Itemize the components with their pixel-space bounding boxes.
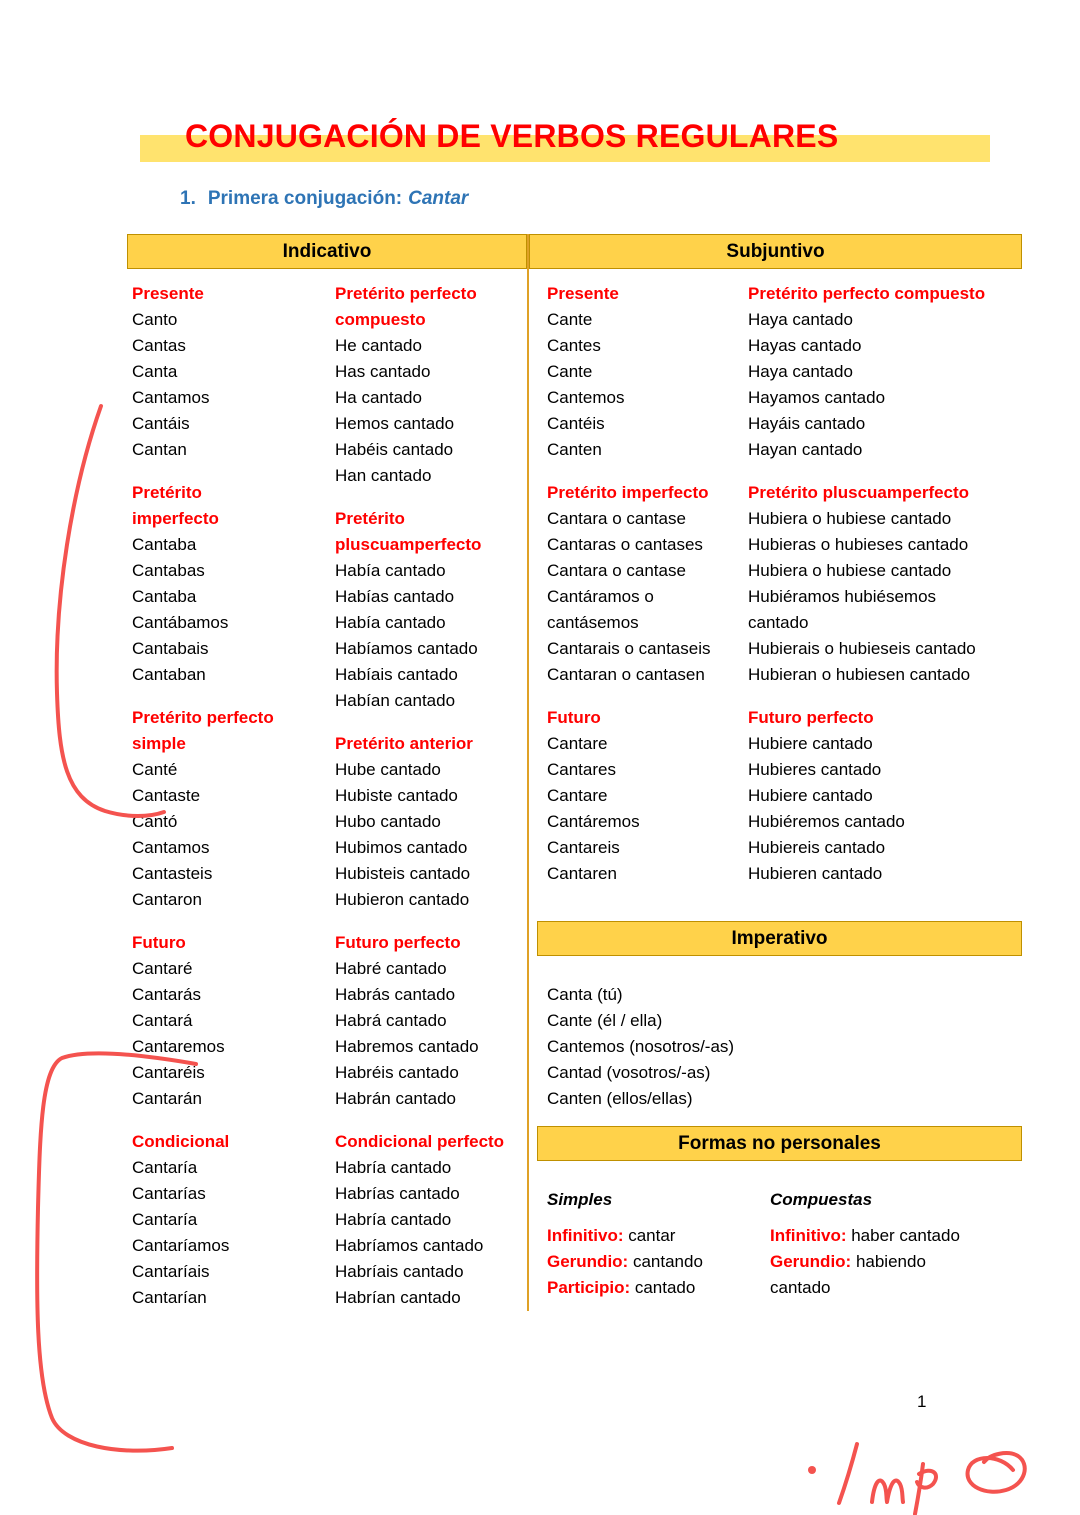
tense-block (547, 480, 748, 688)
form-label: Infinitivo: (547, 1226, 624, 1245)
tense-heading: Pretérito pluscuamperfecto (748, 483, 970, 502)
tense-block (335, 506, 527, 714)
tense-heading: Pretérito perfecto simple (132, 708, 274, 753)
verb-form: Cantasteis (132, 864, 213, 883)
verb-form: Hubiera o hubiese cantado (748, 509, 952, 528)
tense-block (335, 731, 527, 913)
tense-heading: Futuro (547, 708, 601, 727)
verb-form: He cantado (335, 336, 422, 355)
imperative-form: Cantemos (nosotros/-as) (547, 1037, 735, 1056)
verb-form: Habrás cantado (335, 985, 456, 1004)
verb-form: Cante (547, 362, 593, 381)
verb-form: Cantaría (132, 1158, 198, 1177)
verb-form: Habéis cantado (335, 440, 454, 459)
verb-form: Cantaríais (132, 1262, 210, 1281)
verb-form: Cantaremos (132, 1037, 225, 1056)
verb-form: Cantarais o cantaseis (547, 639, 711, 658)
verb-form: Cantareis (547, 838, 620, 857)
non-finite-form (770, 1249, 975, 1301)
form-value: cantando (628, 1252, 703, 1271)
tense-heading: Pretérito perfecto compuesto (748, 284, 986, 303)
imperativo-forms (529, 956, 1022, 1112)
indicativo-columns (127, 269, 527, 1311)
formas-simples-column (547, 1187, 770, 1301)
imperativo-section (529, 921, 1022, 1112)
verb-form: Cantaron (132, 890, 202, 909)
verb-form: Hemos cantado (335, 414, 455, 433)
verb-form: Cantarías (132, 1184, 206, 1203)
imperative-form: Cantad (vosotros/-as) (547, 1063, 711, 1082)
verb-form: Habrías cantado (335, 1184, 460, 1203)
compuestas-heading: Compuestas (770, 1190, 873, 1209)
form-value: cantar (623, 1226, 676, 1245)
verb-form: Hubiéramos hubiésemos cantado (748, 587, 937, 632)
verb-form: Hubimos cantado (335, 838, 468, 857)
verb-form: Cantarán (132, 1089, 202, 1108)
verb-form: Haya cantado (748, 362, 853, 381)
conjugation-table (127, 234, 1022, 1311)
page-number: 1 (917, 1392, 927, 1411)
verb-form: Habría cantado (335, 1210, 452, 1229)
non-finite-form (770, 1223, 975, 1249)
verb-form: Canten (547, 440, 602, 459)
non-finite-form (547, 1249, 770, 1275)
tense-heading: Pretérito imperfecto (132, 483, 219, 528)
verb-form: Haya cantado (748, 310, 853, 329)
tense-heading: Presente (132, 284, 204, 303)
tense-block (335, 1129, 527, 1311)
verb-form: Habríais cantado (335, 1262, 464, 1281)
verb-form: Ha cantado (335, 388, 422, 407)
formas-header: Formas no personales (537, 1126, 1022, 1161)
subjuntivo-columns (529, 269, 1022, 887)
verb-form: Hubieras o hubieses cantado (748, 535, 969, 554)
verb-form: Hubieren cantado (748, 864, 883, 883)
verb-form: Cantas (132, 336, 186, 355)
non-finite-form (547, 1275, 770, 1301)
subtitle-number: 1. (180, 188, 196, 209)
verb-form: Habríamos cantado (335, 1236, 484, 1255)
tense-block (547, 281, 748, 463)
verb-form: Hubieron cantado (335, 890, 470, 909)
tense-block (748, 480, 1022, 688)
verb-form: Cantamos (132, 838, 210, 857)
verb-form: Hubiéremos cantado (748, 812, 905, 831)
formas-no-personales-section (529, 1126, 1022, 1301)
tense-heading: Presente (547, 284, 619, 303)
tense-heading: Futuro perfecto (335, 933, 461, 952)
verb-form: Cantare (547, 786, 608, 805)
verb-form: Cantaréis (132, 1063, 205, 1082)
verb-form: Hubiera o hubiese cantado (748, 561, 952, 580)
verb-form: Hubiste cantado (335, 786, 458, 805)
verb-form: Cantares (547, 760, 616, 779)
compuestas-items (770, 1223, 1020, 1301)
section-subtitle (180, 186, 1080, 212)
verb-form: Cantó (132, 812, 178, 831)
verb-form: Cantara o cantase (547, 509, 686, 528)
subjuntivo-header: Subjuntivo (529, 234, 1022, 269)
simples-heading: Simples (547, 1190, 613, 1209)
imperative-form: Canta (tú) (547, 985, 623, 1004)
verb-form: Cantan (132, 440, 187, 459)
handwritten-scribble-imp (808, 1444, 1025, 1514)
verb-form: Habían cantado (335, 691, 456, 710)
indicativo-column-2 (335, 281, 527, 1311)
verb-form: Hube cantado (335, 760, 441, 779)
tense-block (132, 930, 335, 1112)
tense-block (335, 281, 527, 489)
verb-form: Cantaba (132, 535, 197, 554)
tense-block (547, 705, 748, 887)
verb-form: Hubiereis cantado (748, 838, 886, 857)
verb-form: Había cantado (335, 561, 446, 580)
verb-form: Cantaban (132, 665, 206, 684)
verb-form: Habréis cantado (335, 1063, 459, 1082)
verb-form: Cantaríamos (132, 1236, 230, 1255)
verb-form: Habíamos cantado (335, 639, 478, 658)
verb-form: Cantarían (132, 1288, 207, 1307)
tense-block (335, 930, 527, 1112)
imperative-form: Cante (él / ella) (547, 1011, 663, 1030)
document-page (0, 118, 1080, 1515)
subjuntivo-section (527, 234, 1022, 1311)
tense-block (132, 480, 335, 688)
verb-form: Cantaste (132, 786, 201, 805)
tense-heading: Pretérito imperfecto (547, 483, 709, 502)
verb-form: Habremos cantado (335, 1037, 479, 1056)
verb-form: Has cantado (335, 362, 431, 381)
verb-form: Cantamos (132, 388, 210, 407)
form-value: habiendo cantado (770, 1252, 926, 1297)
verb-form: Cantáramos o cantásemos (547, 587, 654, 632)
verb-form: Hubiere cantado (748, 786, 873, 805)
verb-form: Hubierais o hubieseis cantado (748, 639, 976, 658)
verb-form: Habrá cantado (335, 1011, 447, 1030)
verb-form: Cantare (547, 734, 608, 753)
tense-heading: Futuro (132, 933, 186, 952)
verb-form: Hayas cantado (748, 336, 862, 355)
verb-form: Hubisteis cantado (335, 864, 471, 883)
indicativo-header: Indicativo (127, 234, 527, 269)
tense-heading: Futuro perfecto (748, 708, 874, 727)
verb-form: Habrán cantado (335, 1089, 456, 1108)
verb-form: Cantabais (132, 639, 209, 658)
verb-form: Habrían cantado (335, 1288, 461, 1307)
verb-form: Cantes (547, 336, 601, 355)
verb-form: Cantéis (547, 414, 605, 433)
tense-block (748, 281, 1022, 463)
subtitle-verb: Cantar (408, 188, 469, 209)
tense-heading: Condicional (132, 1132, 230, 1151)
formas-compuestas-column (770, 1187, 1020, 1301)
verb-form: Hayan cantado (748, 440, 863, 459)
indicativo-column-1 (127, 281, 335, 1311)
tense-block (132, 705, 335, 913)
form-label: Gerundio: (770, 1252, 852, 1271)
simples-items (547, 1223, 770, 1301)
verb-form: Habíais cantado (335, 665, 458, 684)
form-label: Gerundio: (547, 1252, 629, 1271)
verb-form: Canta (132, 362, 178, 381)
imperative-form: Canten (ellos/ellas) (547, 1089, 693, 1108)
verb-form: Cantábamos (132, 613, 229, 632)
verb-form: Cantáis (132, 414, 190, 433)
imperativo-header: Imperativo (537, 921, 1022, 956)
document-title-row (140, 118, 990, 162)
verb-form: Cantemos (547, 388, 625, 407)
verb-form: Cantaran o cantasen (547, 665, 705, 684)
tense-heading: Pretérito anterior (335, 734, 473, 753)
non-finite-form (547, 1223, 770, 1249)
tense-block (132, 1129, 335, 1311)
formas-columns (529, 1161, 1022, 1301)
subjuntivo-column-2 (748, 281, 1022, 887)
verb-form: Habría cantado (335, 1158, 452, 1177)
verb-form: Cantara o cantase (547, 561, 686, 580)
form-value: cantado (630, 1278, 696, 1297)
verb-form: Cantaras o cantases (547, 535, 703, 554)
verb-form: Cantaré (132, 959, 193, 978)
tense-heading: Pretérito perfecto compuesto (335, 284, 477, 329)
indicativo-section (127, 234, 527, 1311)
verb-form: Han cantado (335, 466, 432, 485)
verb-form: Cante (547, 310, 593, 329)
tense-block (748, 705, 1022, 887)
verb-form: Cantaba (132, 587, 197, 606)
verb-form: Hayamos cantado (748, 388, 886, 407)
verb-form: Cantabas (132, 561, 205, 580)
verb-form: Habías cantado (335, 587, 455, 606)
verb-form: Hubieran o hubiesen cantado (748, 665, 971, 684)
verb-form: Canto (132, 310, 178, 329)
tense-heading: Condicional perfecto (335, 1132, 505, 1151)
form-value: haber cantado (846, 1226, 960, 1245)
verb-form: Canté (132, 760, 178, 779)
verb-form: Cantarás (132, 985, 201, 1004)
verb-form: Cantaría (132, 1210, 198, 1229)
verb-form: Hubieres cantado (748, 760, 882, 779)
verb-form: Habré cantado (335, 959, 447, 978)
verb-form: Hubo cantado (335, 812, 441, 831)
verb-form: Hubiere cantado (748, 734, 873, 753)
verb-form: Cantáremos (547, 812, 640, 831)
subjuntivo-column-1 (529, 281, 748, 887)
tense-block (132, 281, 335, 463)
subtitle-text: Primera conjugación: (207, 188, 403, 209)
verb-form: Cantará (132, 1011, 193, 1030)
verb-form: Había cantado (335, 613, 446, 632)
document-title: CONJUGACIÓN DE VERBOS REGULARES (185, 118, 839, 154)
tense-heading: Pretérito pluscuamperfecto (335, 509, 482, 554)
verb-form: Hayáis cantado (748, 414, 866, 433)
form-label: Infinitivo: (770, 1226, 847, 1245)
verb-form: Cantaren (547, 864, 617, 883)
form-label: Participio: (547, 1278, 631, 1297)
